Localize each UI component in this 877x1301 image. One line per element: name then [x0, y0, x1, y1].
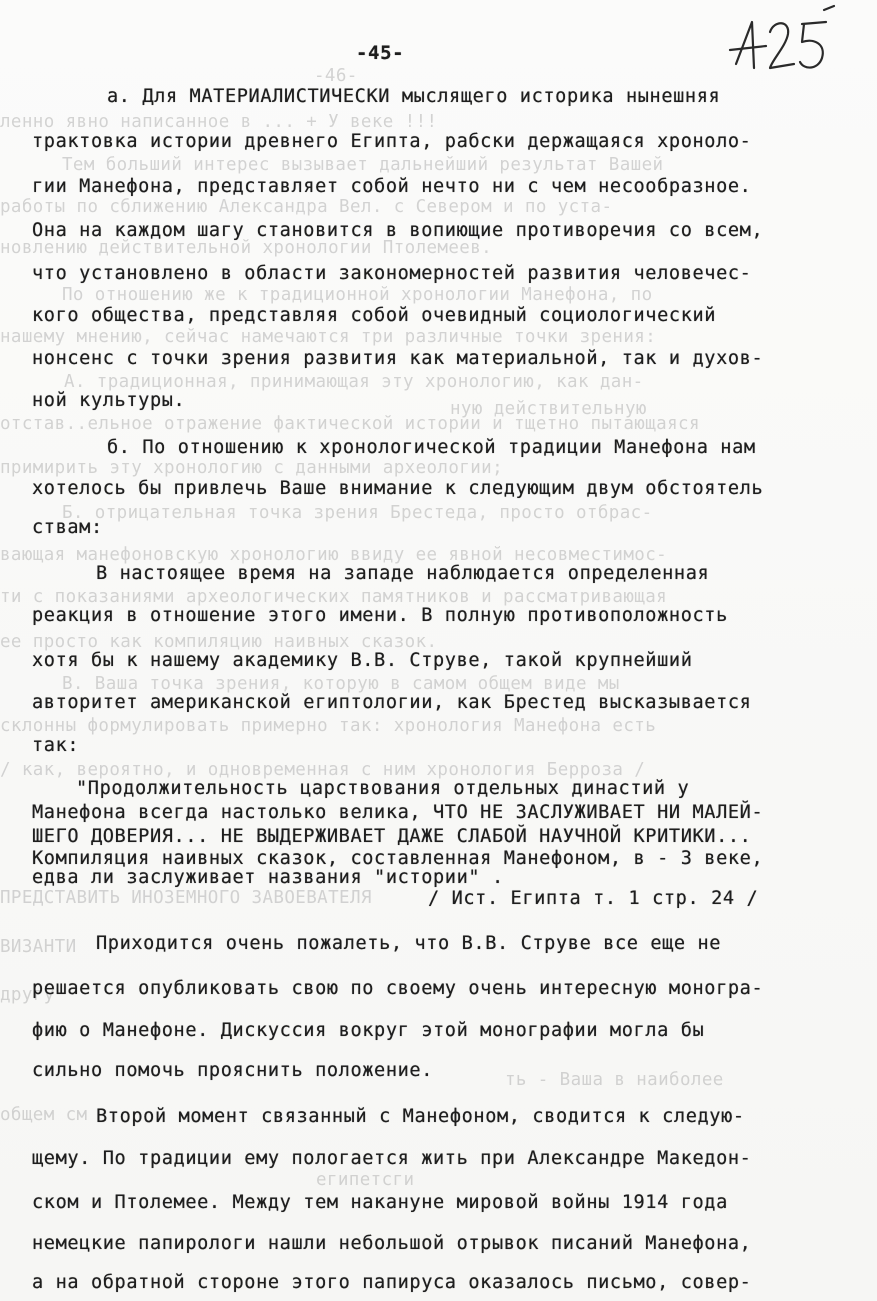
bleed-line: Тем больший интерес вызывает дальнейший результат Вашей [62, 155, 664, 175]
bleed-line: / как, вероятно, и одновременная с ним хронология Берроза / [0, 760, 646, 780]
text-line: ной культуры. [32, 390, 186, 411]
text-line: немецкие папирологи нашли небольшой отрывок писаний Манефона, [32, 1233, 752, 1254]
text-line: ском и Птолемее. Между тем накануне мировой войны 1914 года [32, 1192, 728, 1213]
bleed-line: работы по сближению Александра Вел. с Севером и по уста- [0, 197, 613, 217]
text-line: гии Манефона, представляет собой нечто ни с чем несообразное. [32, 176, 752, 197]
bleed-line: новлению действительной хронологии Птолемеев. [0, 238, 493, 258]
quote-line: едва ли заслуживает названия "истории" . [32, 867, 504, 888]
bleed-line: другу [0, 985, 55, 1005]
bleed-line: ть - Ваша в наиболее [505, 1070, 724, 1090]
text-line: б. По отношению к хронологической традиции Манефона нам [107, 437, 756, 458]
text-line: авторитет американской египтологии, как Брестед высказывается [32, 692, 752, 713]
text-line: трактовка истории древнего Египта, рабски держащаяся хроноло- [32, 131, 752, 152]
bleed-line: ее просто как компиляцию наивных сказок. [0, 632, 438, 652]
text-line: что установлено в области закономерностей развития человечес- [32, 263, 752, 284]
text-line: Второй момент связанный с Манефоном, сводится к следую- [96, 1106, 745, 1127]
quote-line: ШЕГО ДОВЕРИЯ... НЕ ВЫДЕРЖИВАЕТ ДАЖЕ СЛАБОЙ НАУЧНОЙ КРИТИКИ... [32, 826, 752, 847]
text-line: ствам: [32, 517, 103, 538]
bleed-line: По отношению же к традиционной хронологии Манефона, по [62, 285, 653, 305]
text-line: нонсенс с точки зрения развития как материальной, так и духов- [32, 348, 764, 369]
bleed-line: ную действительную [450, 399, 647, 419]
bleed-line: ВИЗАНТИ [0, 937, 77, 957]
page-number: -45- [356, 42, 405, 64]
bleed-line: А. традиционная, принимающая эту хронологию, как дан- [64, 372, 644, 392]
bleed-line: ПРЕДСТАВИТЬ ИНОЗЕМНОГО ЗАВОЕВАТЕЛЯ [0, 888, 372, 908]
bleed-line: общем см [0, 1105, 88, 1125]
quote-line: Манефона всегда настолько велика, ЧТО НЕ ЗАСЛУЖИВАЕТ НИ МАЛЕЙ- [32, 802, 764, 823]
text-line: щему. По традиции ему пологается жить при Александре Македон- [32, 1148, 752, 1169]
text-line: кого общества, представляя собой очевидный социологический [32, 305, 717, 326]
text-line: Она на каждом шагу становится в вопиющие противоречия со всем, [32, 220, 764, 241]
bleed-line: отстав..ельное отражение фактической истории и тщетно пытающаяся [0, 414, 700, 434]
bleed-line: Б. отрицательная точка зрения Брестеда, просто отбрас- [62, 503, 653, 523]
text-line: реакция в отношение этого имени. В полную противоположность [32, 605, 728, 626]
text-line: хотя бы к нашему академику В.В. Струве, такой крупнейший [32, 650, 693, 671]
bleed-line: ти с показаниями археологических памятников и рассматривающая [0, 587, 668, 607]
bleed-line: -46- [314, 66, 358, 86]
text-line: так: [32, 735, 80, 756]
bleed-line: ленно явно написанное в ... + У веке !!! [0, 112, 438, 132]
bleed-line: египетсги [316, 1170, 415, 1190]
text-line: Приходится очень пожалеть, что В.В. Струве все еще не [96, 933, 722, 954]
text-line: решается опубликовать свою по своему очень интересную моногра- [32, 978, 764, 999]
quote-line: "Продолжительность царствования отдельных династий у [76, 778, 690, 799]
text-line: хотелось бы привлечь Ваше внимание к следующим двум обстоятель [32, 478, 764, 499]
quote-line: Компиляция наивных сказок, составленная Манефоном, в - 3 веке, [32, 848, 764, 869]
bleed-line: вающая манефоновскую хронологию ввиду ее явной несовместимос- [0, 545, 668, 565]
text-line: фию о Манефоне. Дискуссия вокруг этой монографии могла бы [32, 1020, 705, 1041]
bleed-line: нашему мнению, сейчас намечаются три различные точки зрения: [0, 327, 657, 347]
bleed-line: В. Ваша точка зрения, которую в самом общем виде мы [62, 674, 620, 694]
text-line: В настоящее время на западе наблюдается определенная [96, 563, 710, 584]
citation: / Ист. Египта т. 1 стр. 24 / [428, 888, 759, 909]
text-line: а. Для МАТЕРИАЛИСТИЧЕСКИ мыслящего историка нынешняя [107, 86, 721, 107]
bleed-line: примирить эту хронологию с данными археологии; [0, 458, 504, 478]
text-line: сильно помочь прояснить положение. [32, 1060, 434, 1081]
bleed-line: склонны формулировать примерно так: хронология Манефона есть [0, 716, 657, 736]
text-line: а на обратной стороне этого папируса оказалось письмо, совер- [32, 1272, 752, 1293]
